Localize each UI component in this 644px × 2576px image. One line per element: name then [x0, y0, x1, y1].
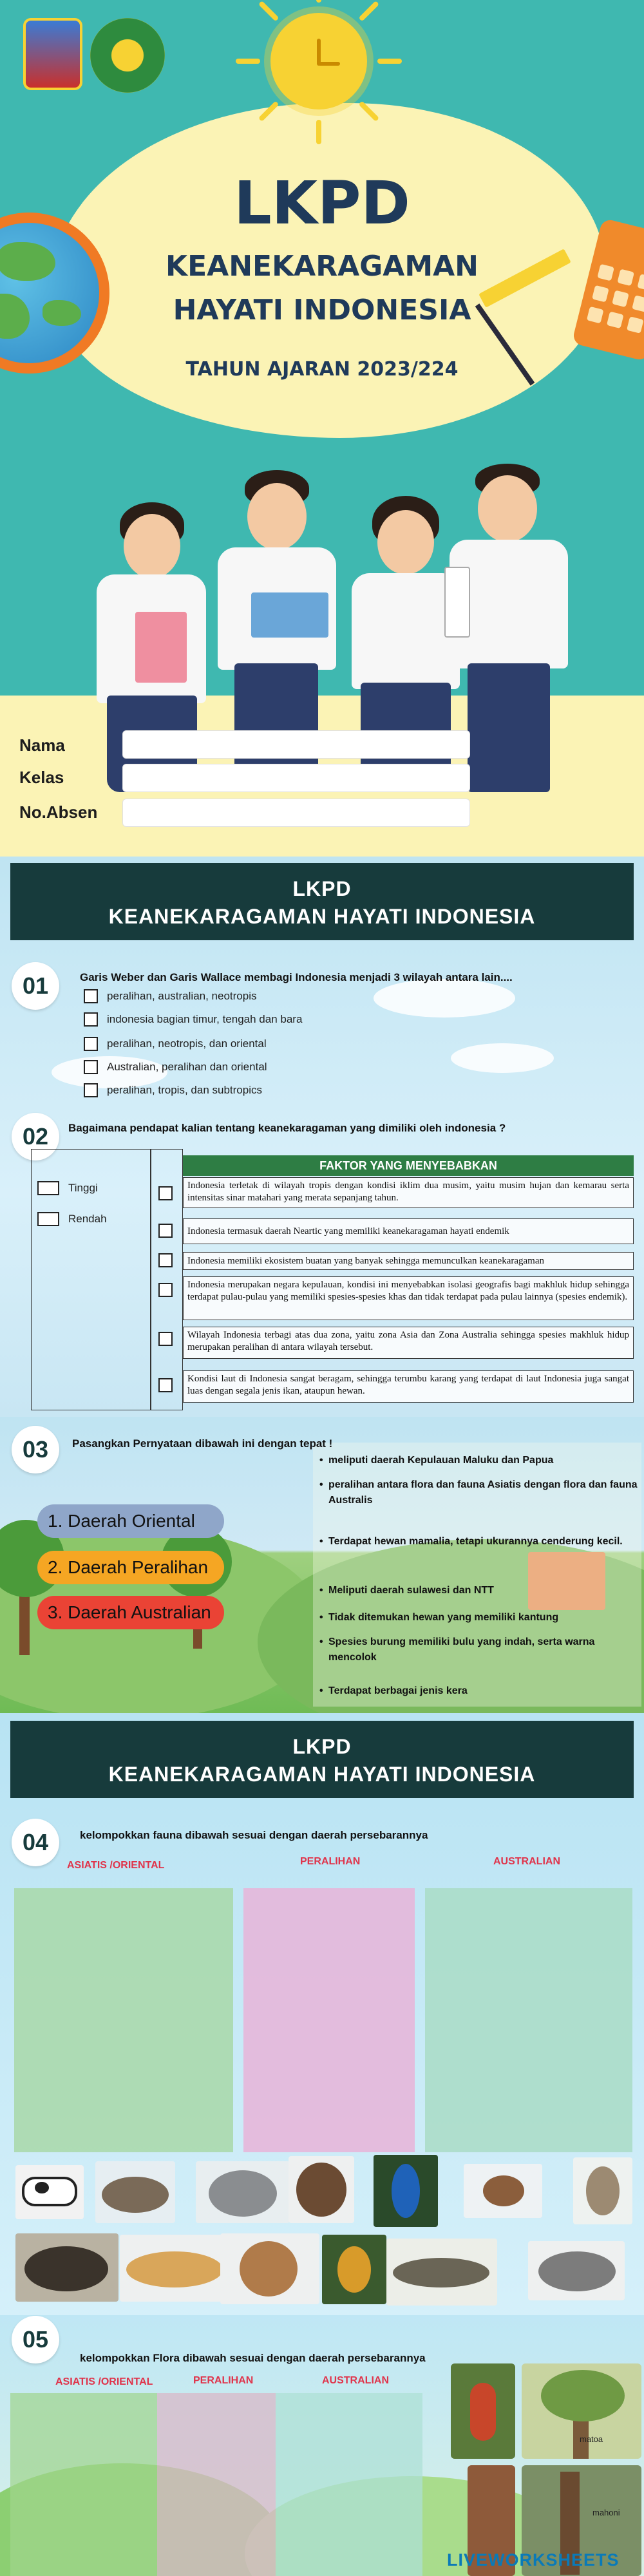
- q3-statement-2[interactable]: • peralihan antara flora dan fauna Asiatis dengan flora dan fauna Australis: [328, 1477, 643, 1508]
- cover-title: LKPD: [234, 169, 410, 238]
- peacock-image[interactable]: [374, 2155, 438, 2227]
- q1-checkbox-2[interactable]: [84, 1012, 98, 1027]
- cloud-decoration: [451, 1043, 554, 1073]
- region-australian-pill[interactable]: 3. Daerah Australian: [37, 1596, 224, 1629]
- q2-table-header: FAKTOR YANG MENYEBABKAN: [183, 1155, 634, 1176]
- q2-level-rendah[interactable]: Rendah: [37, 1212, 107, 1226]
- q2-factor-row-4: Indonesia merupakan negara kepulauan, kondisi ini menyebabkan isolasi geografis bagi makhluk hidup sehingga terdapat pulau-pulau yang memiliki spesies-spesies khas dan tidak terdapat pada pulau lainnya (spesies endemik).: [183, 1276, 634, 1320]
- q3-statement-7[interactable]: • Terdapat berbagai jenis kera: [328, 1683, 643, 1699]
- q1-question: Garis Weber dan Garis Wallace membagi Indonesia menjadi 3 wilayah antara lain....: [80, 971, 513, 983]
- absen-label: No.Absen: [19, 802, 98, 822]
- q4-column-australian-label: AUSTRALIAN: [493, 1856, 560, 1867]
- region-peralihan-pill[interactable]: 2. Daerah Peralihan: [37, 1551, 224, 1584]
- q5-dropzone-australian[interactable]: [276, 2393, 422, 2576]
- cover-year: TAHUN AJARAN 2023/224: [185, 358, 459, 381]
- q4-column-peralihan-label: PERALIHAN: [300, 1856, 361, 1867]
- q2-factor-checkbox-2[interactable]: [158, 1224, 173, 1238]
- cloud-decoration: [374, 979, 515, 1018]
- cover-page: [0, 0, 644, 857]
- leopard-image[interactable]: [120, 2235, 231, 2302]
- bird-of-paradise-image[interactable]: [322, 2235, 386, 2304]
- q5-dropzone-oriental[interactable]: [10, 2393, 157, 2576]
- monkey-image[interactable]: [573, 2157, 632, 2224]
- anteater-image[interactable]: [95, 2161, 175, 2223]
- q1-option-5[interactable]: peralihan, tropis, dan subtropics: [84, 1083, 262, 1097]
- q1-option-3[interactable]: peralihan, neotropis, dan oriental: [84, 1037, 267, 1051]
- province-logo-icon: [23, 18, 82, 90]
- q2-rendah-checkbox[interactable]: [37, 1212, 59, 1226]
- sparrow-image[interactable]: [464, 2164, 542, 2218]
- kelas-label: Kelas: [19, 768, 64, 787]
- pitcher-plant-image[interactable]: [451, 2363, 515, 2459]
- q3-statement-3[interactable]: • Terdapat hewan mamalia, tetapi ukurannya cenderung kecil.: [328, 1534, 643, 1549]
- q1-option-4[interactable]: Australian, peralihan dan oriental: [84, 1060, 267, 1074]
- question-number-3: 03: [12, 1426, 59, 1473]
- sun-clock-icon: [270, 13, 367, 109]
- header-title: LKPD: [292, 877, 352, 900]
- section-header-1: [10, 863, 634, 940]
- q5-dropzone-peralihan[interactable]: [157, 2393, 276, 2576]
- q2-factor-row-1: Indonesia terletak di wilayah tropis dengan kondisi iklim dua musim, yaitu musim hujan dan kemarau serta intensitas sinar matahari yang merata sepanjang tahun.: [183, 1177, 634, 1208]
- buffalo-image[interactable]: [15, 2233, 118, 2302]
- kangaroo-image[interactable]: [220, 2233, 319, 2304]
- q2-level-tinggi[interactable]: Tinggi: [37, 1181, 98, 1195]
- kelas-input[interactable]: [122, 764, 470, 792]
- nama-label: Nama: [19, 735, 65, 755]
- liveworksheets-watermark: LIVEWORKSHEETS: [447, 2550, 620, 2570]
- section-header-2: [10, 1721, 634, 1798]
- q4-dropzone-peralihan[interactable]: [243, 1888, 415, 2152]
- q3-statement-1[interactable]: • meliputi daerah Kepulauan Maluku dan Papua: [328, 1453, 643, 1468]
- q3-statement-5[interactable]: • Tidak ditemukan hewan yang memiliki kantung: [328, 1610, 643, 1625]
- nama-input[interactable]: [122, 730, 470, 759]
- question-number-1: 01: [12, 962, 59, 1010]
- q2-tinggi-checkbox[interactable]: [37, 1181, 59, 1195]
- q2-factor-row-3: Indonesia memiliki ekosistem buatan yang banyak sehingga memunculkan keanekaragaman: [183, 1252, 634, 1270]
- q4-question: kelompokkan fauna dibawah sesuai dengan daerah persebarannya: [80, 1829, 428, 1841]
- bear-image[interactable]: [289, 2156, 354, 2223]
- q1-option-1[interactable]: peralihan, australian, neotropis: [84, 989, 256, 1003]
- q2-factor-row-5: Wilayah Indonesia terbagi atas dua zona, yaitu zona Asia dan Zona Australia sehingga spesies makhluk hidup merupakan peralihan di antara wilayah tersebut.: [183, 1327, 634, 1359]
- q4-column-oriental-label: ASIATIS /ORIENTAL: [67, 1860, 165, 1871]
- question-number-5: 05: [12, 2316, 59, 2363]
- school-logo-icon: [90, 18, 165, 93]
- q2-question: Bagaimana pendapat kalian tentang keanekaragaman yang dimiliki oleh indonesia ?: [68, 1122, 506, 1134]
- q3-statement-6[interactable]: • Spesies burung memiliki bulu yang indah, serta warna mencolok: [328, 1634, 643, 1665]
- q3-statement-4[interactable]: • Meliputi daerah sulawesi dan NTT: [328, 1583, 643, 1598]
- q1-checkbox-3[interactable]: [84, 1037, 98, 1051]
- q2-factor-row-2: Indonesia termasuk daerah Neartic yang memiliki keanekaragaman hayati endemik: [183, 1218, 634, 1244]
- q3-question: Pasangkan Pernyataan dibawah ini dengan tepat !: [72, 1437, 333, 1450]
- q5-column-australian-label: AUSTRALIAN: [322, 2375, 389, 2386]
- q2-factor-checkbox-6[interactable]: [158, 1378, 173, 1392]
- header-title: LKPD: [292, 1735, 352, 1758]
- q5-question: kelompokkan Flora dibawah sesuai dengan daerah persebarannya: [80, 2352, 426, 2364]
- cow-image[interactable]: [15, 2165, 84, 2219]
- q2-factor-checkbox-3[interactable]: [158, 1253, 173, 1267]
- absen-input[interactable]: [122, 799, 470, 827]
- cover-subtitle-line1: KEANEKARAGAMAN: [166, 250, 478, 283]
- q4-dropzone-australian[interactable]: [425, 1888, 632, 2152]
- q2-factor-row-6: Kondisi laut di Indonesia sangat beragam, sehingga terumbu karang yang terdapat di laut Indonesia juga sangat luas dengan segala jenis ikan, ataupun hewan.: [183, 1370, 634, 1403]
- matoa-tree-image[interactable]: [522, 2363, 641, 2459]
- elephant-image[interactable]: [196, 2161, 290, 2223]
- q2-factor-checkbox-5[interactable]: [158, 1332, 173, 1346]
- q5-column-peralihan-label: PERALIHAN: [193, 2375, 254, 2386]
- q2-factor-checkbox-4[interactable]: [158, 1283, 173, 1297]
- komodo-image[interactable]: [386, 2239, 497, 2306]
- cover-subtitle-line2: HAYATI INDONESIA: [173, 294, 471, 327]
- matoa-label: matoa: [580, 2434, 603, 2444]
- q4-dropzone-oriental[interactable]: [14, 1888, 233, 2152]
- q5-column-oriental-label: ASIATIS /ORIENTAL: [55, 2376, 153, 2387]
- header-subtitle: KEANEKARAGAMAN HAYATI INDONESIA: [108, 905, 536, 928]
- question-number-2: 02: [12, 1113, 59, 1160]
- q1-checkbox-4[interactable]: [84, 1060, 98, 1074]
- q1-option-2[interactable]: indonesia bagian timur, tengah dan bara: [84, 1012, 302, 1027]
- q1-checkbox-5[interactable]: [84, 1083, 98, 1097]
- question-number-4: 04: [12, 1819, 59, 1866]
- rhino-image[interactable]: [528, 2241, 625, 2300]
- mahoni-label: mahoni: [592, 2508, 620, 2517]
- q1-checkbox-1[interactable]: [84, 989, 98, 1003]
- region-oriental-pill[interactable]: 1. Daerah Oriental: [37, 1504, 224, 1538]
- q2-factor-checkbox-1[interactable]: [158, 1186, 173, 1200]
- header-subtitle: KEANEKARAGAMAN HAYATI INDONESIA: [108, 1763, 536, 1786]
